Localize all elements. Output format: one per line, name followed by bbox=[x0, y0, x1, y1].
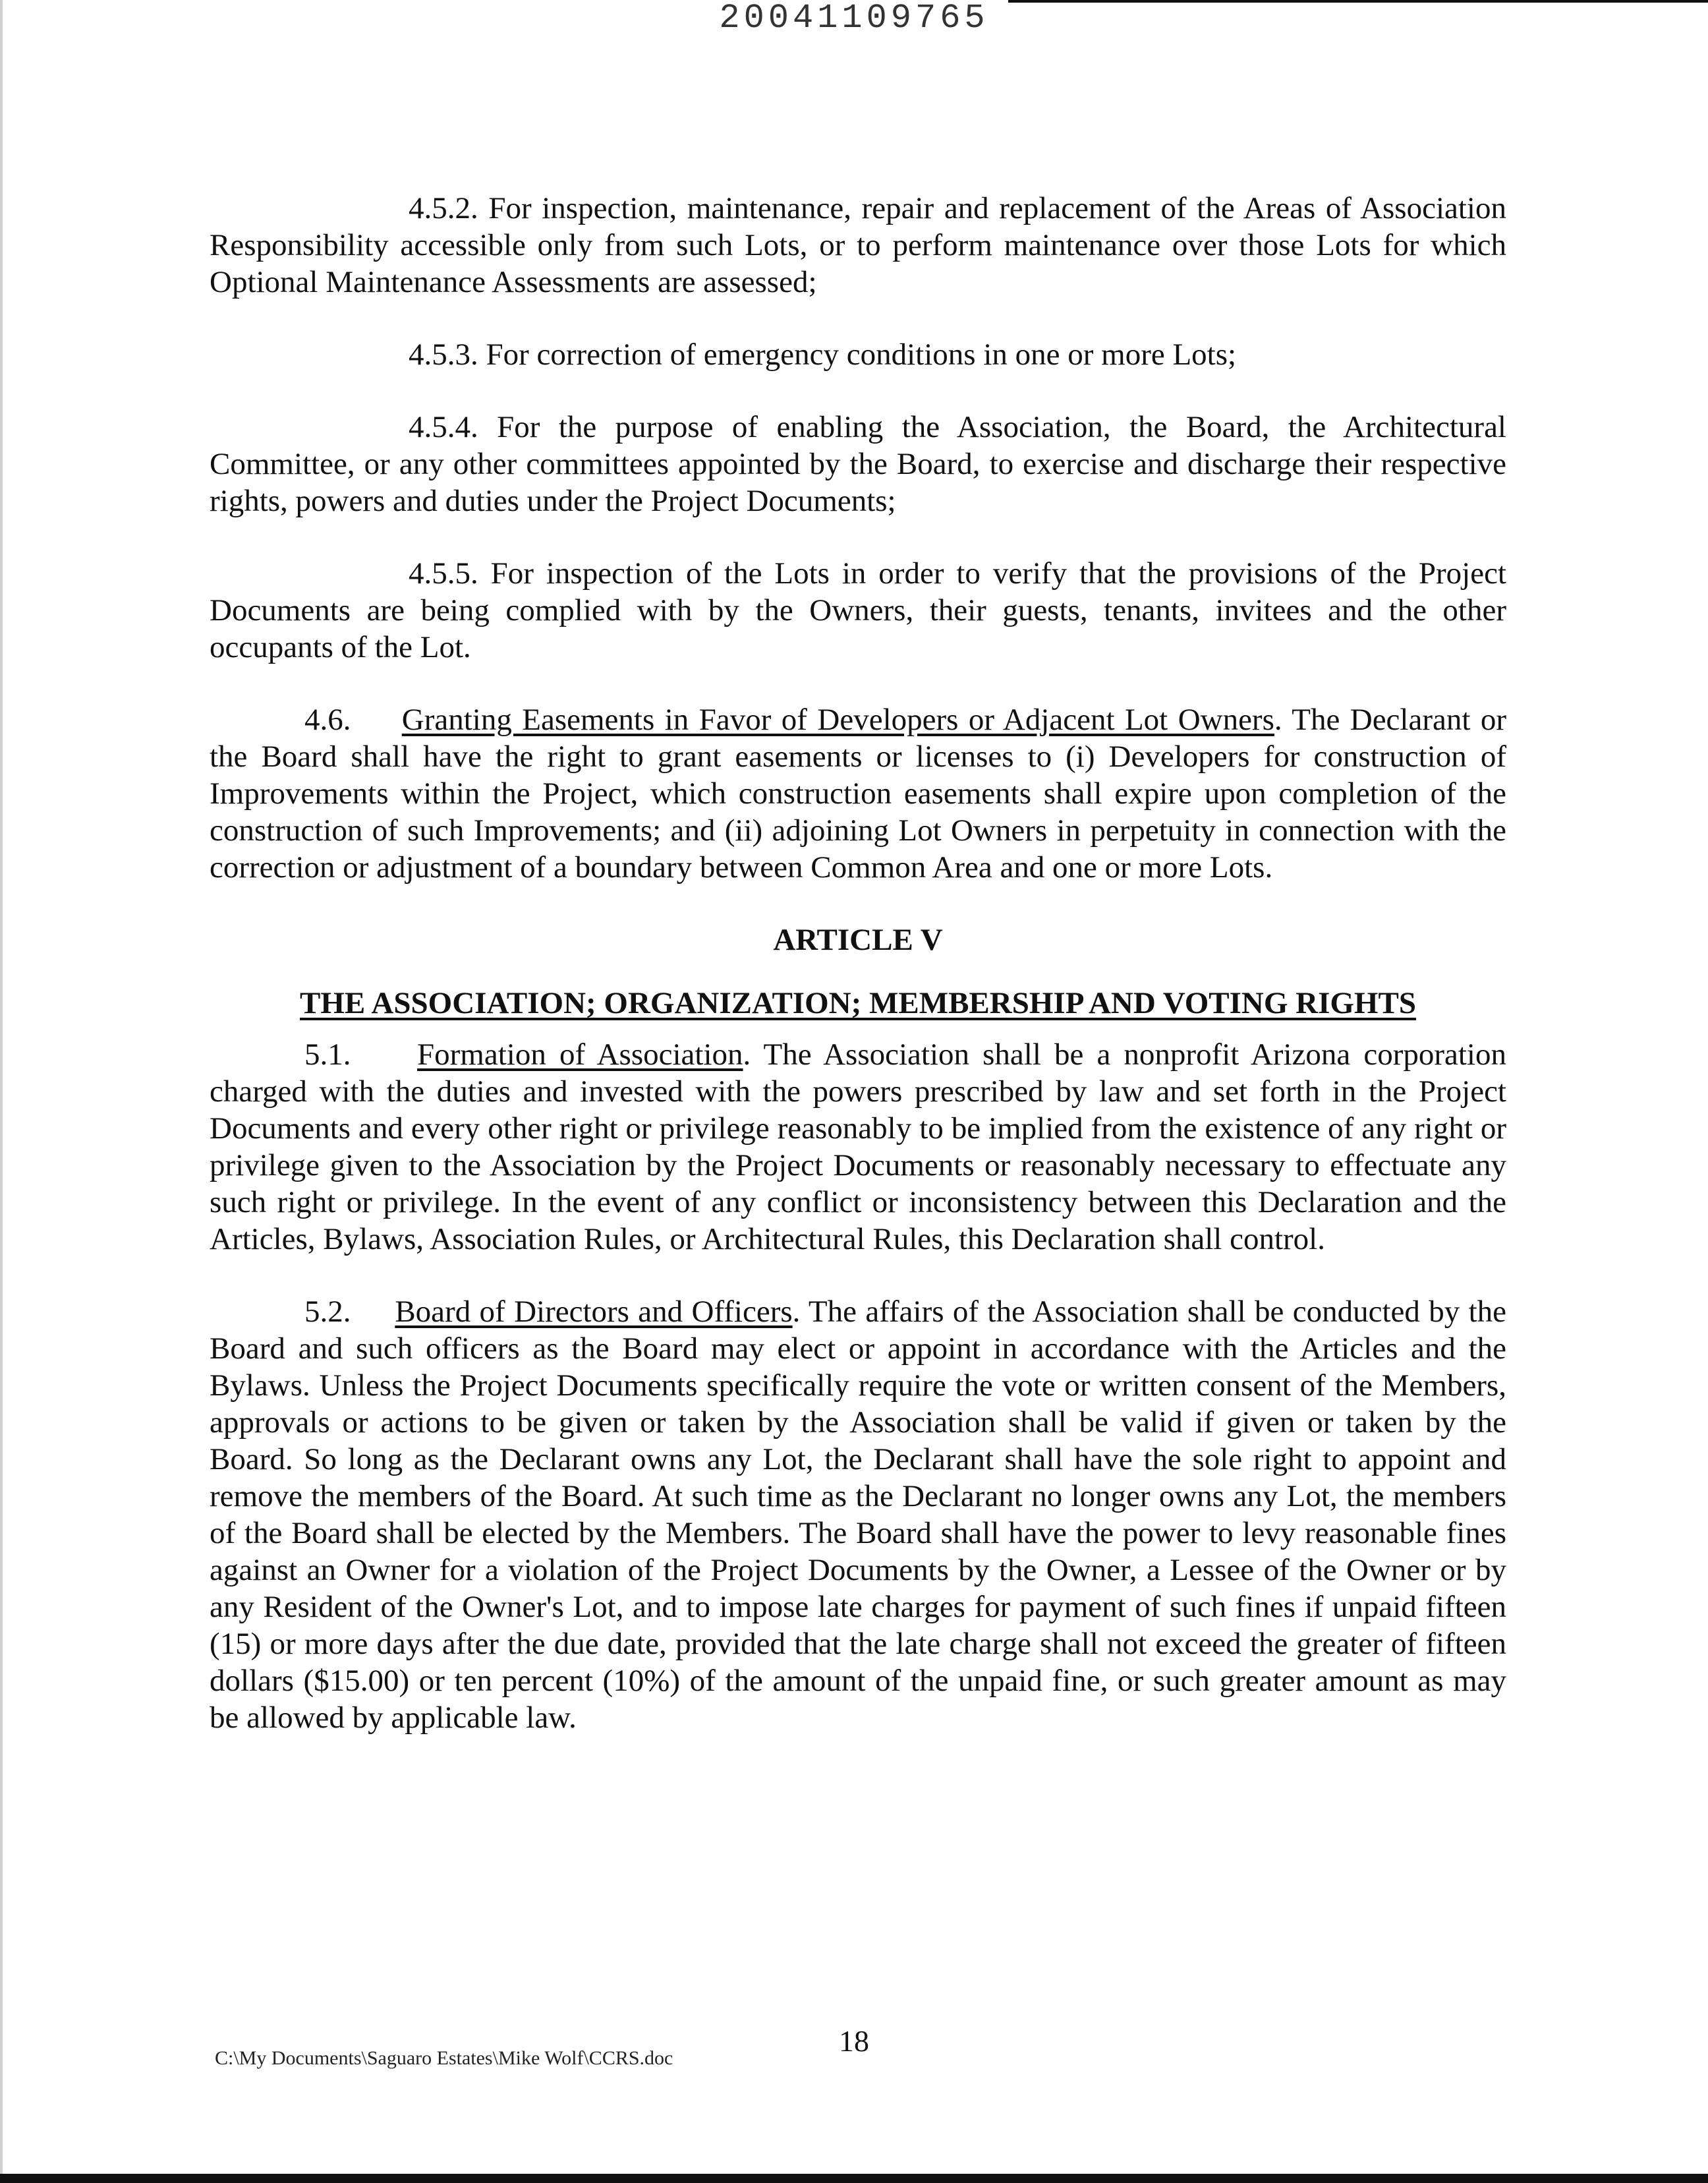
scan-bottom-rule bbox=[0, 2174, 1708, 2183]
section-heading: Board of Directors and Officers bbox=[395, 1295, 793, 1329]
paragraph-4-5-2: 4.5.2. For inspection, maintenance, repair and replacement of the Areas of Association Responsibility accessible only from such Lots, or to perform maintenance over those Lots for which Optional Maintenance Assessments are assessed; bbox=[210, 191, 1506, 299]
document-body bbox=[210, 190, 1506, 1772]
article-title: THE ASSOCIATION; ORGANIZATION; MEMBERSHIP AND VOTING RIGHTS bbox=[300, 986, 1416, 1020]
article-label: ARTICLE V bbox=[773, 923, 943, 957]
section-text: . The affairs of the Association shall be conducted by the Board and such officers as the Board may elect or appoint in accordance with the Articles and the Bylaws. Unless the Project Documents specifically require the vote or written consent of the Members, approvals or actions to be given or taken by the Association shall be valid if given or taken by the Board. So long as the Declarant owns any Lot, the Declarant shall have the sole right to appoint and remove the members of the Board. At such time as the Declarant no longer owns any Lot, the members of the Board shall be elected by the Members. The Board shall have the power to levy reasonable fines against an Owner for a violation of the Project Documents by the Owner, a Lessee of the Owner or by any Resident of the Owner's Lot, and to impose late charges for payment of such fines if unpaid fifteen (15) or more days after the due date, provided that the late charge shall not exceed the greater of fifteen dollars ($15.00) or ten percent (10%) of the amount of the unpaid fine, or such greater amount as may be allowed by applicable law. bbox=[210, 1295, 1507, 1735]
section-heading: Formation of Association bbox=[417, 1037, 743, 1072]
scan-left-edge bbox=[0, 0, 3, 2183]
paragraph-5-1 bbox=[210, 1036, 1506, 1258]
paragraph-4-6 bbox=[210, 701, 1506, 886]
section-text: . The Declarant or the Board shall have the right to grant easements or licenses to (i) Developers for construction of Improvements within the Project, which construction easements shall expire upon completion of the construction of such Improvements; and (ii) adjoining Lot Owners in perpetuity in connection with the correction or adjustment of a boundary between Common Area and one or more Lots. bbox=[210, 703, 1507, 885]
recording-number: 20041109765 bbox=[719, 0, 989, 38]
footer-file-path: C:\My Documents\Saguaro Estates\Mike Wolf\CCRS.doc bbox=[215, 2047, 673, 2069]
paragraph-4-5-3: 4.5.3. For correction of emergency conditions in one or more Lots; bbox=[409, 337, 1237, 372]
paragraph-4-5-5: 4.5.5. For inspection of the Lots in order to verify that the provisions of the Project Documents are being complied with by the Owners, their guests, tenants, invitees and the other occupants of the Lot. bbox=[210, 556, 1506, 664]
section-number: 4.6. bbox=[304, 703, 351, 737]
paragraph-5-2 bbox=[210, 1293, 1506, 1736]
section-number: 5.2. bbox=[304, 1295, 351, 1329]
paragraph-4-5-4: 4.5.4. For the purpose of enabling the Association, the Board, the Architectural Committee, or any other committees appointed by the Board, to exercise and discharge their respective rights, powers and duties under the Project Documents; bbox=[210, 410, 1506, 518]
page-number: 18 bbox=[839, 2024, 869, 2058]
section-text: . The Association shall be a nonprofit Arizona corporation charged with the duties and invested with the powers prescribed by law and set forth in the Project Documents and every other right or privilege reasonably to be implied from the existence of any right or privilege given to the Association by the Project Documents or reasonably necessary to effectuate any such right or privilege. In the event of any conflict or inconsistency between this Declaration and the Articles, Bylaws, Association Rules, or Architectural Rules, this Declaration shall control. bbox=[210, 1037, 1506, 1256]
section-heading: Granting Easements in Favor of Developers or Adjacent Lot Owners bbox=[401, 703, 1274, 737]
section-number: 5.1. bbox=[304, 1037, 351, 1072]
